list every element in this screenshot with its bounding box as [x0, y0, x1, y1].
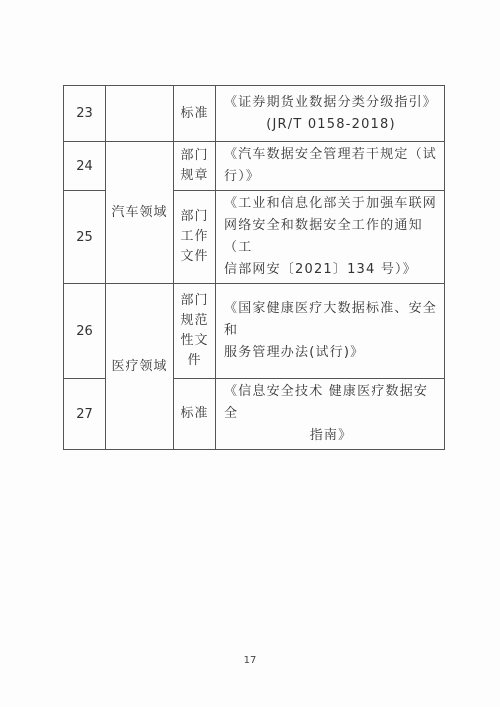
doc-type-line: 标准	[180, 406, 209, 421]
doc-type-line: 工作	[180, 229, 209, 244]
doc-type-cell	[174, 86, 216, 142]
doc-type-cell	[174, 142, 216, 191]
field-cell	[106, 86, 174, 142]
doc-title-cell	[216, 86, 445, 142]
doc-title-line: 《证券期货业数据分类分级指引》	[224, 94, 438, 110]
field-cell-auto: 汽车领域	[106, 142, 174, 284]
doc-type-line: 规范	[180, 313, 209, 328]
table-row	[64, 284, 445, 379]
doc-title-line: 指南》	[309, 428, 353, 443]
doc-title-line: 《信息安全技术 健康医疗数据安全	[224, 384, 429, 421]
table-row	[64, 142, 445, 191]
doc-type-line: 标准	[180, 105, 209, 121]
doc-title-line: 行）》	[224, 169, 261, 184]
doc-title-cell	[216, 379, 445, 450]
table-row	[64, 86, 445, 142]
doc-type-cell	[174, 379, 216, 450]
doc-title-line: 信部网安〔2021〕134 号）》	[224, 262, 417, 277]
doc-title-line: 网络安全和数据安全工作的通知（工	[224, 218, 423, 255]
doc-title-cell	[216, 142, 445, 191]
regulations-table	[63, 85, 445, 450]
doc-title-line: 《汽车数据安全管理若干规定（试	[224, 147, 438, 162]
row-number: 23	[64, 86, 106, 142]
doc-title-line: 《工业和信息化部关于加强车联网	[224, 196, 438, 211]
doc-type-cell	[174, 191, 216, 284]
doc-type-line: 文件	[180, 249, 209, 264]
doc-title-line: 服务管理办法(试行)》	[224, 345, 365, 360]
row-number: 27	[64, 379, 106, 450]
doc-title-line: (JR/T 0158-2018)	[266, 116, 396, 132]
doc-title-line: 《国家健康医疗大数据标准、安全和	[224, 301, 438, 338]
page-number: 17	[243, 655, 257, 666]
doc-title-cell	[216, 191, 445, 284]
doc-type-line: 部门	[180, 293, 209, 308]
doc-type-cell	[174, 284, 216, 379]
field-cell-medical: 医疗领域	[106, 284, 174, 450]
doc-title-cell	[216, 284, 445, 379]
row-number: 25	[64, 191, 106, 284]
row-number: 26	[64, 284, 106, 379]
doc-type-line: 性文	[180, 333, 209, 348]
row-number: 24	[64, 142, 106, 191]
doc-type-line: 规章	[180, 168, 209, 183]
doc-type-line: 件	[187, 353, 202, 368]
doc-type-line: 部门	[180, 209, 209, 224]
doc-type-line: 部门	[180, 148, 209, 163]
